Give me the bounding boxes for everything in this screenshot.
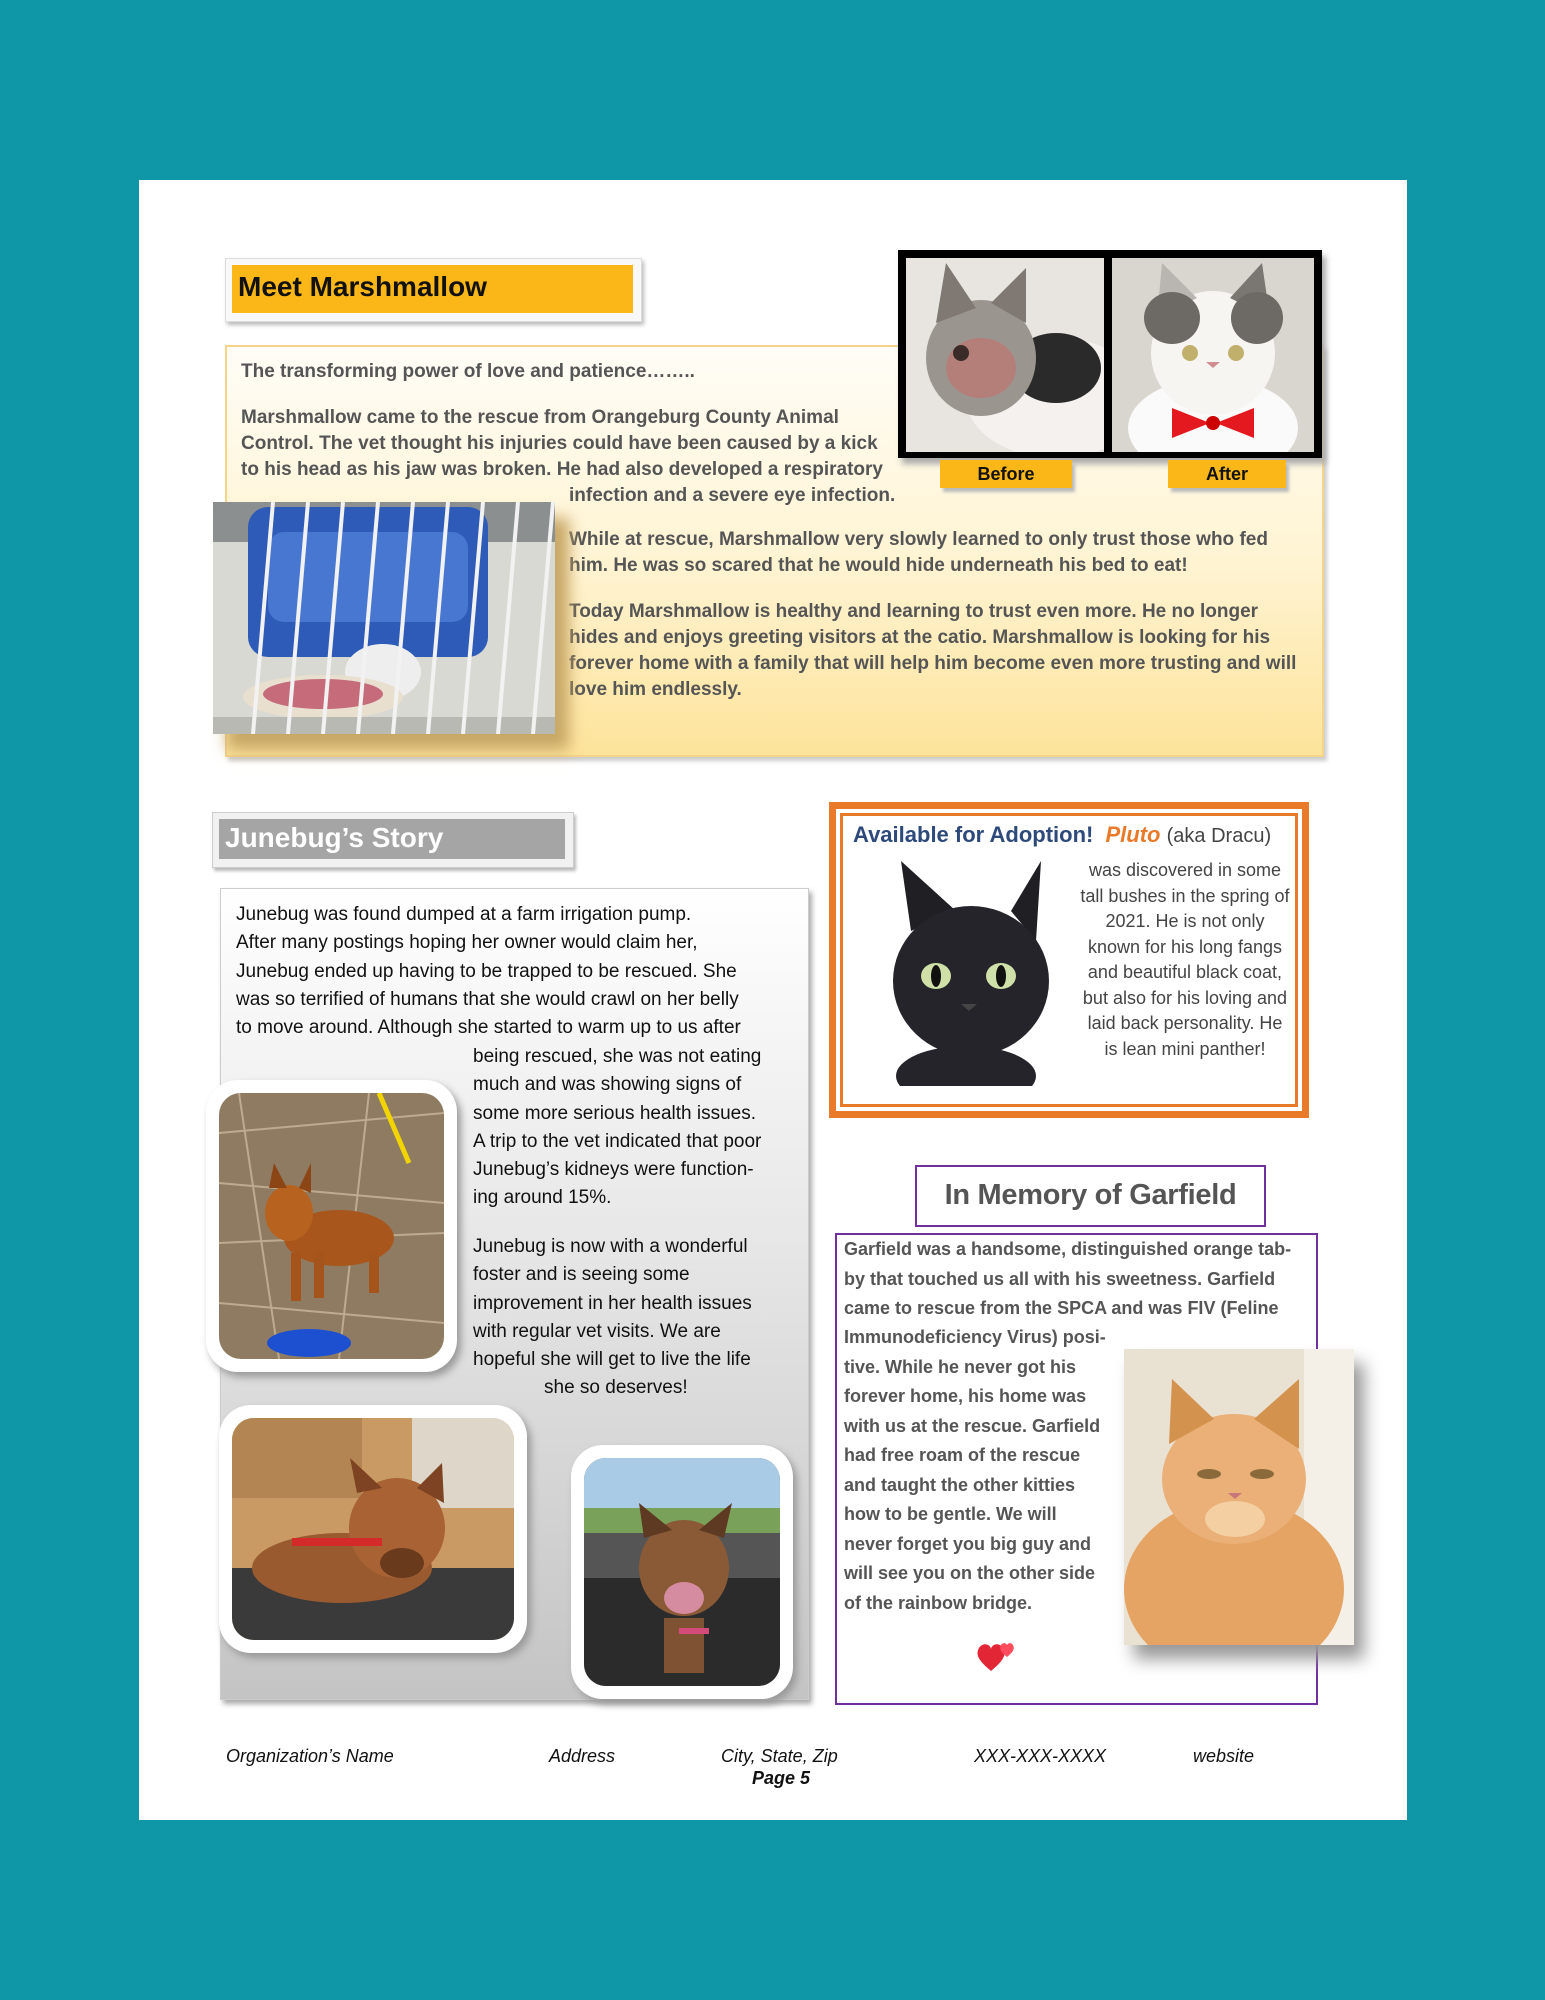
garfield-paragraph-top: Garfield was a handsome, distinguished orange tab- by that touched us all with his sweetness. Garfield came to rescue from the SPCA and was FIV (Feline — [844, 1239, 1292, 1318]
heart-icon — [975, 1635, 1021, 1680]
marshmallow-title-box — [225, 258, 642, 322]
junebug-paragraph-side-2: Junebug is now with a wonderful foster and is seeing some improvement in her health issues with regular vet visits. We are hopeful she will get to live the life — [473, 1236, 752, 1371]
footer-website[interactable]: website — [1193, 1746, 1255, 1766]
junebug-photo-table — [219, 1405, 527, 1653]
cat-before-image — [906, 258, 1104, 452]
marshmallow-paragraph-1-tail: infection and a severe eye infection. — [569, 485, 896, 506]
cat-after-image — [1112, 258, 1314, 452]
marshmallow-title: Meet Marshmallow — [238, 271, 487, 302]
pluto-name: Pluto — [1105, 822, 1161, 847]
junebug-title-box — [212, 812, 574, 868]
junebug-photo-field — [206, 1080, 457, 1372]
marshmallow-paragraph-2: While at rescue, Marshmallow very slowly learned to only trust those who fed him. He was so scared that he would hide underneath his bed to eat! — [569, 529, 1268, 576]
footer-phone: XXX-XXX-XXXX — [974, 1746, 1107, 1766]
junebug-photo-car — [571, 1445, 793, 1699]
footer-organization-name: Organization’s Name — [226, 1746, 394, 1766]
garfield-title-box — [915, 1165, 1266, 1227]
junebug-paragraph-side-1: being rescued, she was not eating much and was showing signs of some more serious health issues. A trip to the vet indicated that poor Junebug’s kidneys were function- ing around 15%. — [473, 1046, 762, 1209]
pluto-heading-line — [853, 822, 1271, 848]
garfield-paragraph-side: Immunodeficiency Virus) posi- tive. While he never got his forever home, his home was with us at the rescue. Garfield had free roam of the rescue and taught the other kitties how to be gentle. We will never forget you big guy and will see you on the other side of the rainbow bridge. — [844, 1327, 1106, 1613]
before-after-photo-frame — [898, 250, 1322, 458]
dog-in-car-image — [584, 1458, 780, 1686]
garfield-photo — [1124, 1349, 1354, 1645]
pluto-photo — [871, 861, 1061, 1086]
available-for-adoption-heading: Available for Adoption! — [853, 822, 1094, 847]
footer-page-number: Page 5 — [752, 1768, 811, 1788]
footer-address: Address — [549, 1746, 616, 1766]
after-photo — [1112, 258, 1314, 452]
orange-cat-image — [1124, 1349, 1354, 1645]
pluto-adoption-box — [829, 802, 1309, 1118]
dog-in-field-image — [219, 1093, 444, 1359]
footer-city-state-zip: City, State, Zip — [721, 1746, 838, 1766]
marshmallow-tagline: The transforming power of love and patience…….. — [241, 361, 695, 382]
junebug-last-line: she so deserves! — [544, 1377, 688, 1398]
junebug-title: Junebug’s Story — [225, 822, 444, 853]
marshmallow-paragraph-3: Today Marshmallow is healthy and learning to trust even more. He no longer hides and enjoys greeting visitors at the catio. Marshmallow is looking for his forever home with a family that will help him become even more trusting and will love him endlessly. — [569, 601, 1297, 700]
pluto-aka: (aka Dracu) — [1166, 825, 1272, 847]
garfield-title: In Memory of Garfield — [944, 1179, 1237, 1211]
after-label: After — [1168, 460, 1286, 488]
before-label: Before — [940, 460, 1072, 488]
dog-on-table-image — [232, 1418, 514, 1640]
black-cat-image — [871, 861, 1061, 1086]
before-photo — [906, 258, 1104, 452]
pluto-description: was discovered in some tall bushes in the spring of 2021. He is not only known for his long fangs and beautiful black coat, but also for his loving and laid back personality. He is lean mini panther! — [1080, 860, 1290, 1059]
junebug-paragraph-top: Junebug was found dumped at a farm irrigation pump. After many postings hoping her owner would claim her, Junebug ended up having to be trapped to be rescued. She was so terrified of humans that she would crawl on her belly to move around. Although she started to warm up to us after — [236, 904, 741, 1039]
cage-image — [213, 502, 555, 734]
marshmallow-paragraph-1: Marshmallow came to the rescue from Orangeburg County Animal Control. The vet thought his injuries could have been caused by a kick to his head as his jaw was broken. He had also developed a respiratory — [241, 407, 883, 480]
marshmallow-cage-photo — [213, 502, 555, 734]
